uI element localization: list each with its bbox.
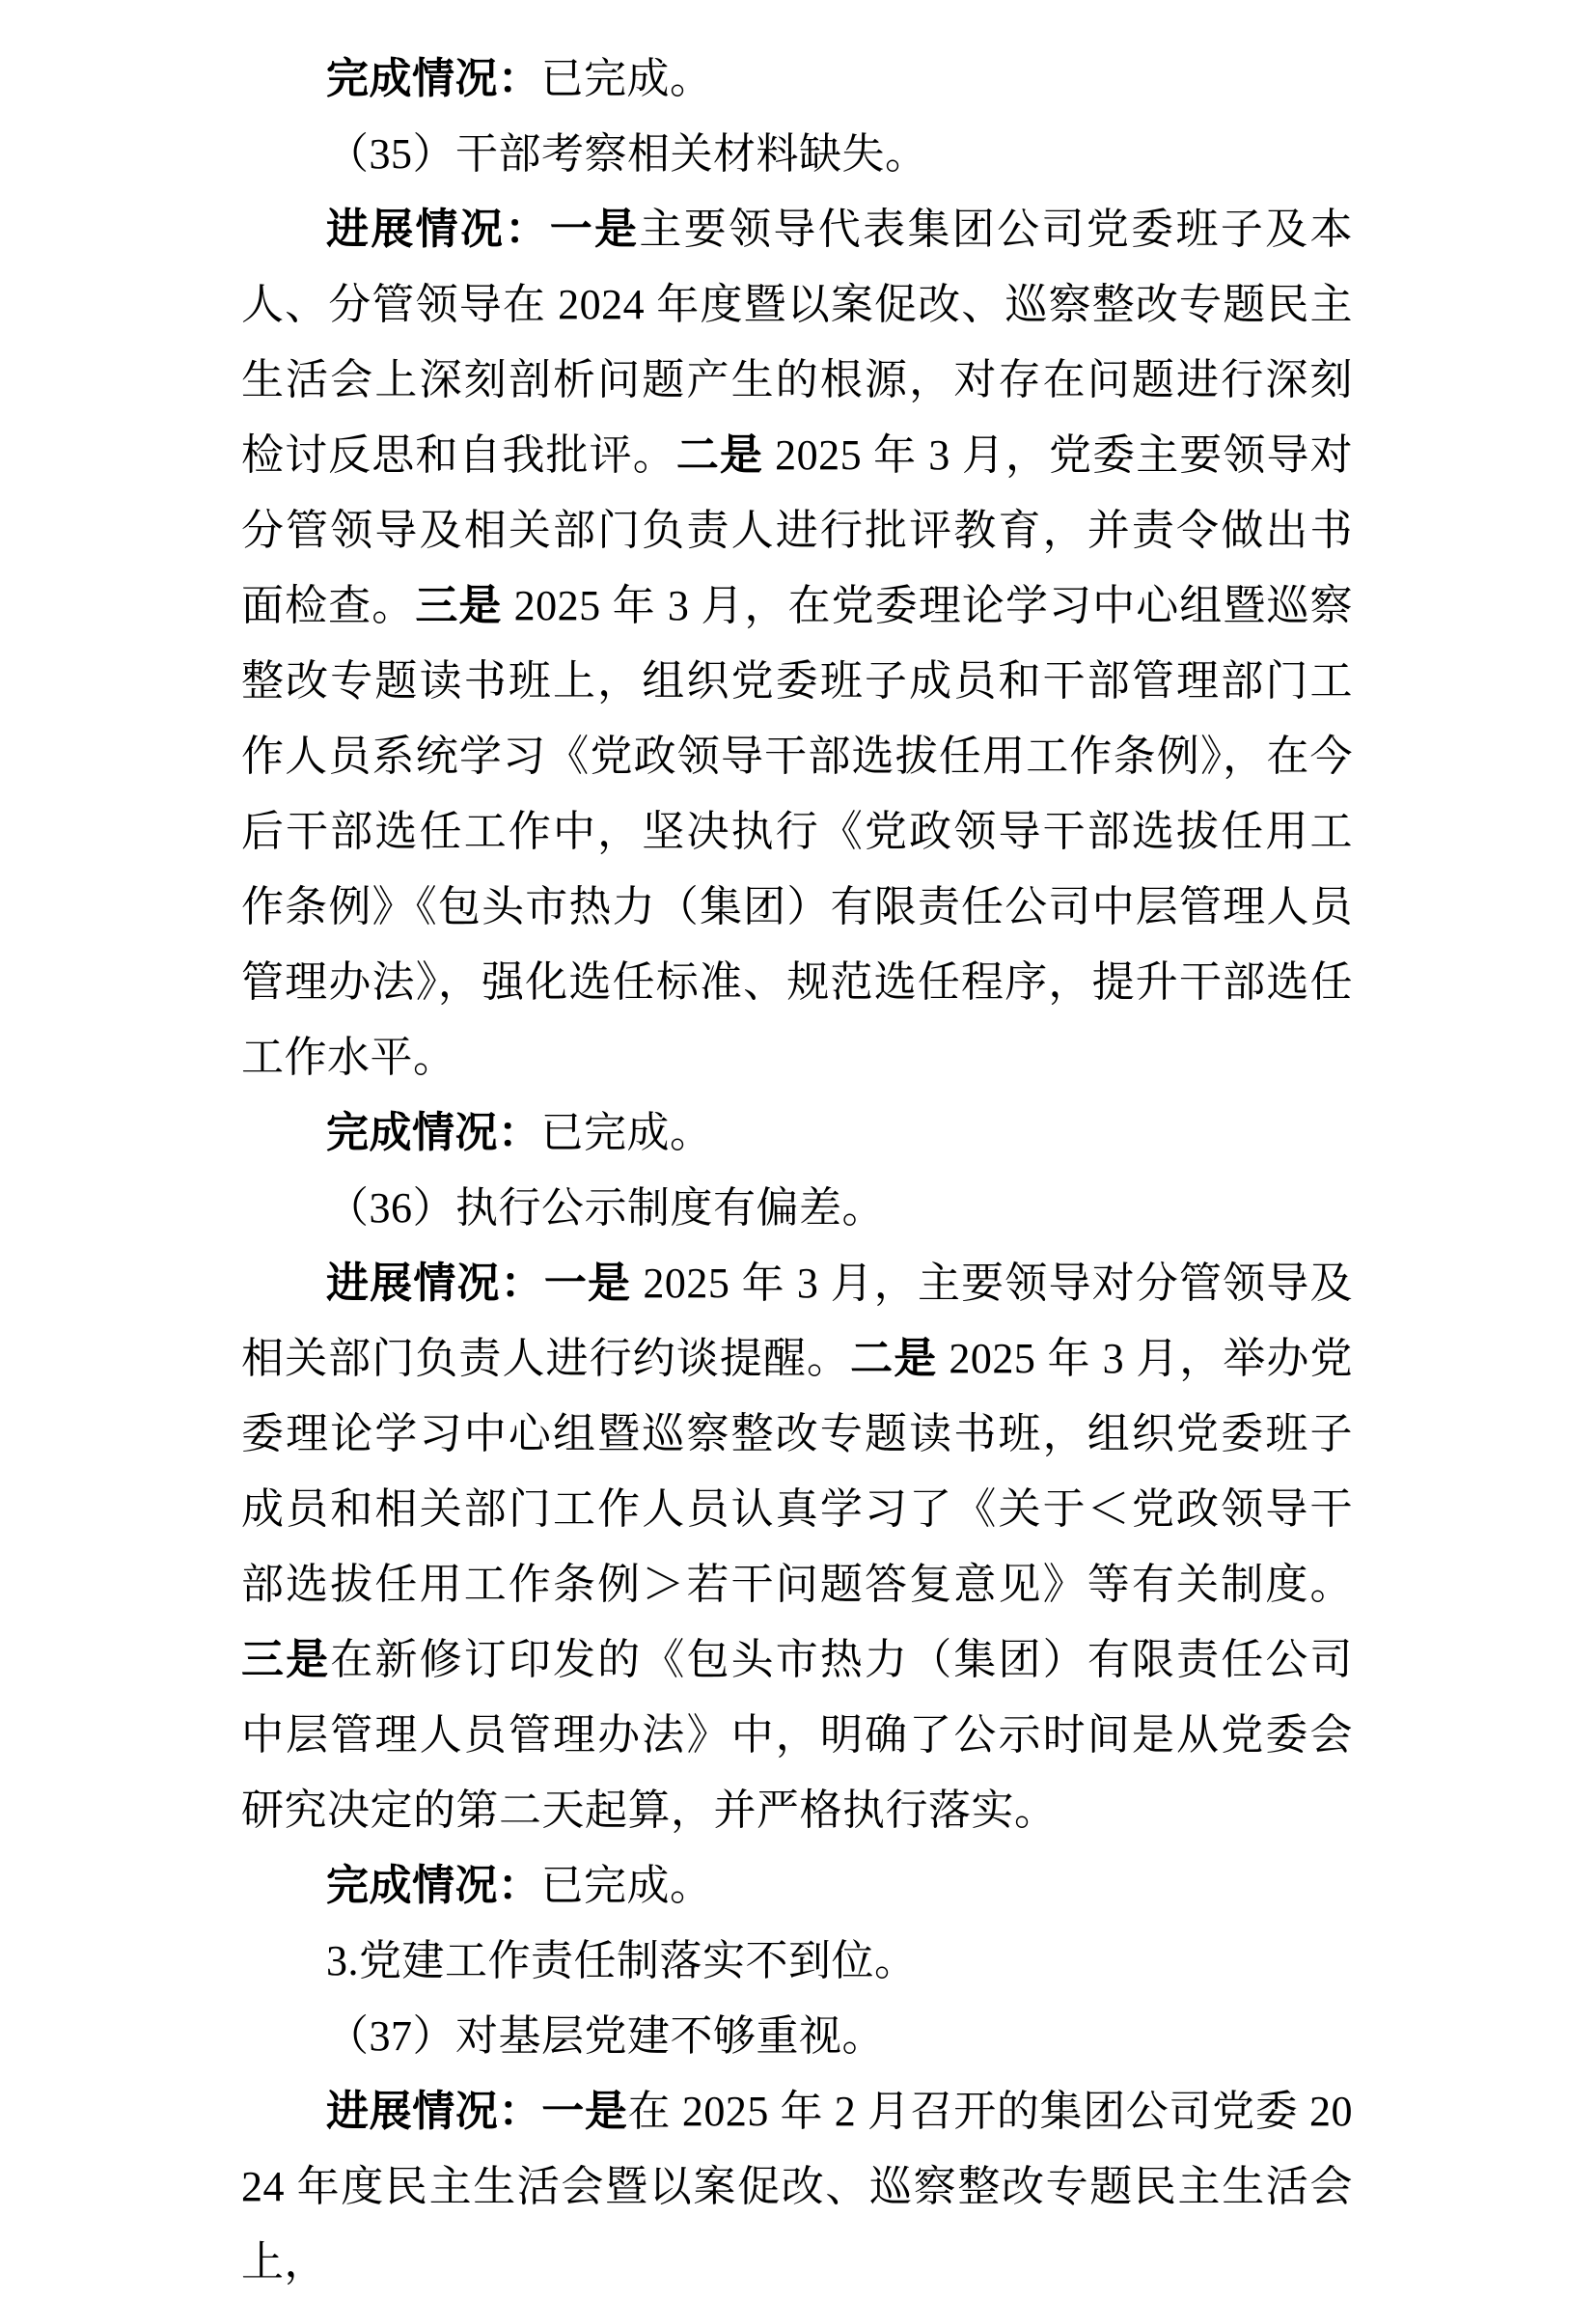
enumerator-third: 三是 xyxy=(415,582,503,629)
paragraph-completion-status-36 xyxy=(241,1848,1353,1924)
text-run: （35）干部考察相关材料缺失。 xyxy=(326,130,928,178)
paragraph-issue-35-progress xyxy=(241,192,1353,1095)
completion-label: 完成情况： xyxy=(326,55,541,102)
paragraph-section-3-title xyxy=(241,1924,1353,1999)
progress-label: 进展情况： xyxy=(326,1260,544,1307)
text-run: 已完成。 xyxy=(540,55,713,102)
completion-label: 完成情况： xyxy=(326,1109,541,1156)
enumerator-third: 三是 xyxy=(241,1636,331,1683)
text-run: 在 2025 年 2 月召开的集团公司党委 2024 年度民主生活会暨以案促改、巡察整改专题民主生活会上， xyxy=(241,2088,1354,2286)
text-run: 2025 年 3 月，党委主要领导对分管领导及相关部门负责人进行批评教育，并责令做出书面检查。 xyxy=(241,431,1354,629)
enumerator-first: 一是 xyxy=(541,2088,628,2135)
text-run: 2025 年 3 月，举办党委理论学习中心组暨巡察整改专题读书班，组织党委班子成员和相关部门工作人员认真学习了《关于＜党政领导干部选拔任用工作条例＞若干问题答复意见》等有关制度。 xyxy=(241,1335,1354,1608)
text-run: 已完成。 xyxy=(540,1109,713,1156)
paragraph-issue-36-title xyxy=(241,1171,1353,1246)
paragraph-issue-37-progress xyxy=(241,2074,1353,2300)
enumerator-second: 二是 xyxy=(850,1335,938,1382)
text-run: 在新修订印发的《包头市热力（集团）有限责任公司中层管理人员管理办法》中，明确了公示时间是从党委会研究决定的第二天起算，并严格执行落实。 xyxy=(241,1636,1354,1834)
paragraph-issue-35-title xyxy=(241,117,1353,192)
text-run: （37）对基层党建不够重视。 xyxy=(326,2012,885,2060)
completion-label: 完成情况： xyxy=(326,1862,541,1909)
enumerator-first: 一是 xyxy=(543,1260,632,1307)
paragraph-issue-37-title xyxy=(241,1999,1353,2074)
enumerator-first: 一是 xyxy=(549,206,640,253)
text-run: （36）执行公示制度有偏差。 xyxy=(326,1184,885,1232)
text-run: 3.党建工作责任制落实不到位。 xyxy=(326,1937,918,1984)
paragraph-issue-36-progress xyxy=(241,1246,1353,1848)
paragraph-completion-status-35 xyxy=(241,1095,1353,1171)
paragraph-completion-status-prev xyxy=(241,42,1353,117)
enumerator-second: 二是 xyxy=(675,431,763,479)
text-run: 主要领导代表集团公司党委班子及本人、分管领导在 2024 年度暨以案促改、巡察整改专题民主生活会上深刻剖析问题产生的根源，对存在问题进行深刻检讨反思和自我批评。 xyxy=(241,206,1354,479)
progress-label: 进展情况： xyxy=(326,206,550,253)
text-run: 已完成。 xyxy=(540,1862,713,1909)
progress-label: 进展情况： xyxy=(326,2088,542,2135)
text-run: 2025 年 3 月，在党委理论学习中心组暨巡察整改专题读书班上，组织党委班子成员和干部管理部门工作人员系统学习《党政领导干部选拔任用工作条例》，在今后干部选任工作中，坚决执行《党政领导干部选拔任用工作条例》《包头市热力（集团）有限责任公司中层管理人员管理办法》，强化选任标准、规范选任程序，提升干部选任工作水平。 xyxy=(241,582,1354,1081)
text-run: 2025 年 3 月，主要领导对分管领导及相关部门负责人进行约谈提醒。 xyxy=(241,1260,1354,1382)
